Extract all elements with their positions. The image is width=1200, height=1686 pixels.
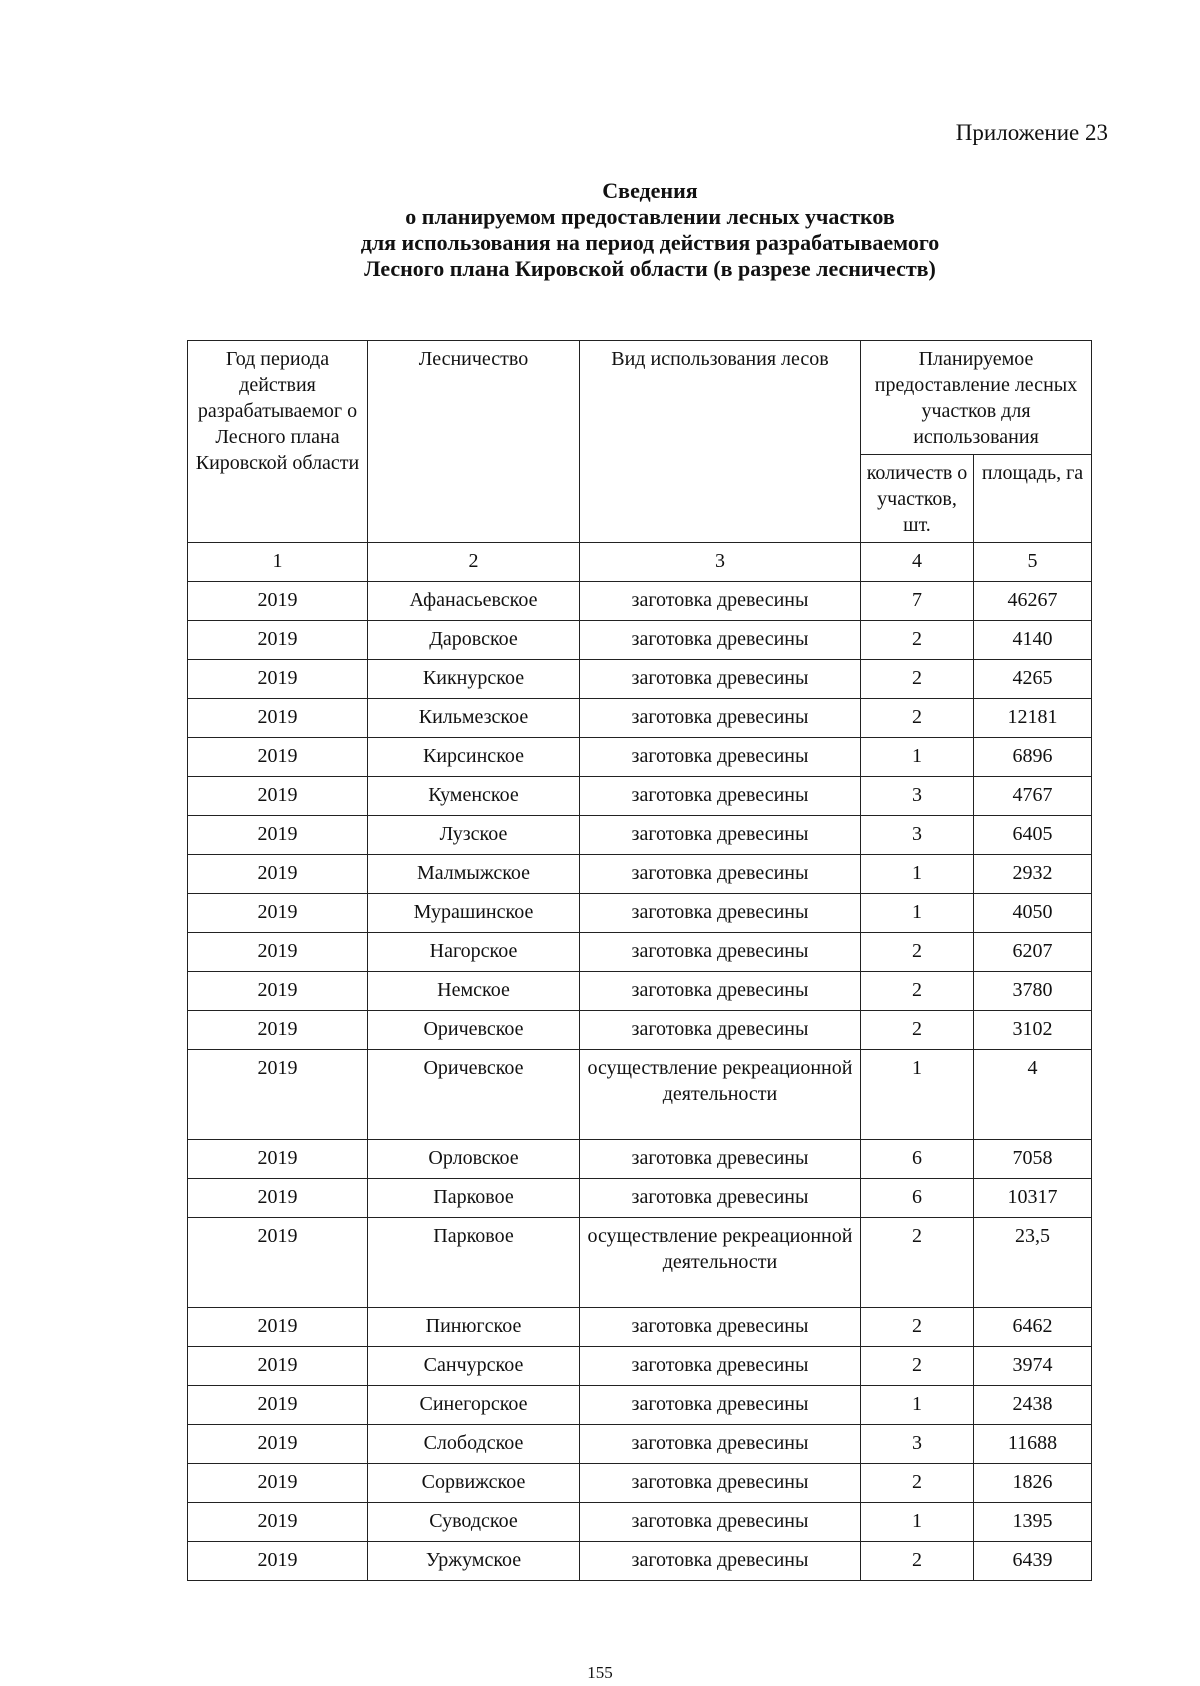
area-cell: 3974 <box>974 1347 1092 1386</box>
table-row <box>188 699 1092 738</box>
usage-cell: заготовка древесины <box>580 1011 861 1050</box>
usage-cell: заготовка древесины <box>580 660 861 699</box>
year-cell: 2019 <box>188 1179 368 1218</box>
document-title <box>300 178 1000 282</box>
table-row <box>188 1308 1092 1347</box>
year-cell: 2019 <box>188 1011 368 1050</box>
usage-cell: заготовка древесины <box>580 855 861 894</box>
usage-cell: заготовка древесины <box>580 777 861 816</box>
usage-cell: заготовка древесины <box>580 738 861 777</box>
table-row <box>188 738 1092 777</box>
count-cell: 7 <box>861 582 974 621</box>
year-cell: 2019 <box>188 933 368 972</box>
forestry-cell: Нагорское <box>368 933 580 972</box>
year-cell: 2019 <box>188 738 368 777</box>
year-cell: 2019 <box>188 894 368 933</box>
year-cell: 2019 <box>188 1425 368 1464</box>
forestry-cell: Санчурское <box>368 1347 580 1386</box>
area-cell: 4140 <box>974 621 1092 660</box>
year-cell: 2019 <box>188 855 368 894</box>
usage-cell: осуществление рекреационной деятельности <box>580 1218 861 1308</box>
area-cell: 2932 <box>974 855 1092 894</box>
count-cell: 2 <box>861 1347 974 1386</box>
count-cell: 2 <box>861 1542 974 1581</box>
title-line: о планируемом предоставлении лесных участков <box>405 204 895 229</box>
year-cell: 2019 <box>188 699 368 738</box>
table-row <box>188 855 1092 894</box>
table-row <box>188 1464 1092 1503</box>
title-line: Сведения <box>602 178 698 203</box>
forestry-cell: Афанасьевское <box>368 582 580 621</box>
table-row <box>188 660 1092 699</box>
year-cell: 2019 <box>188 1308 368 1347</box>
table-row <box>188 1050 1092 1140</box>
header-area: площадь, га <box>974 455 1092 543</box>
column-number: 5 <box>974 543 1092 582</box>
year-cell: 2019 <box>188 621 368 660</box>
forestry-cell: Пинюгское <box>368 1308 580 1347</box>
year-cell: 2019 <box>188 1347 368 1386</box>
usage-cell: заготовка древесины <box>580 582 861 621</box>
count-cell: 2 <box>861 1308 974 1347</box>
area-cell: 4 <box>974 1050 1092 1140</box>
area-cell: 4767 <box>974 777 1092 816</box>
usage-cell: заготовка древесины <box>580 1425 861 1464</box>
table-row <box>188 1425 1092 1464</box>
count-cell: 1 <box>861 1050 974 1140</box>
table-row <box>188 816 1092 855</box>
usage-cell: заготовка древесины <box>580 621 861 660</box>
usage-cell: заготовка древесины <box>580 933 861 972</box>
forestry-cell: Кильмезское <box>368 699 580 738</box>
usage-cell: заготовка древесины <box>580 894 861 933</box>
year-cell: 2019 <box>188 1218 368 1308</box>
forestry-cell: Орловское <box>368 1140 580 1179</box>
table-row <box>188 1386 1092 1425</box>
count-cell: 2 <box>861 1011 974 1050</box>
usage-cell: заготовка древесины <box>580 699 861 738</box>
forestry-cell: Слободское <box>368 1425 580 1464</box>
forestry-cell: Кирсинское <box>368 738 580 777</box>
count-cell: 2 <box>861 660 974 699</box>
table-row <box>188 777 1092 816</box>
area-cell: 3780 <box>974 972 1092 1011</box>
column-numbers-row <box>188 543 1092 582</box>
page-number: 155 <box>587 1663 613 1682</box>
usage-cell: заготовка древесины <box>580 1179 861 1218</box>
year-cell: 2019 <box>188 1503 368 1542</box>
count-cell: 2 <box>861 1464 974 1503</box>
count-cell: 1 <box>861 1503 974 1542</box>
count-cell: 3 <box>861 816 974 855</box>
forestry-cell: Лузское <box>368 816 580 855</box>
area-cell: 6439 <box>974 1542 1092 1581</box>
column-number: 2 <box>368 543 580 582</box>
forestry-cell: Парковое <box>368 1179 580 1218</box>
count-cell: 2 <box>861 1218 974 1308</box>
usage-cell: заготовка древесины <box>580 1308 861 1347</box>
column-number: 1 <box>188 543 368 582</box>
forestry-cell: Немское <box>368 972 580 1011</box>
forestry-cell: Парковое <box>368 1218 580 1308</box>
usage-cell: заготовка древесины <box>580 1347 861 1386</box>
area-cell: 4265 <box>974 660 1092 699</box>
count-cell: 1 <box>861 738 974 777</box>
area-cell: 6405 <box>974 816 1092 855</box>
forestry-cell: Малмыжское <box>368 855 580 894</box>
table-row <box>188 933 1092 972</box>
count-cell: 3 <box>861 777 974 816</box>
forestry-cell: Куменское <box>368 777 580 816</box>
header-planned: Планируемое предоставление лесных участков для использования <box>861 341 1092 455</box>
table-row <box>188 894 1092 933</box>
table-row <box>188 1347 1092 1386</box>
area-cell: 46267 <box>974 582 1092 621</box>
appendix-label: Приложение 23 <box>955 120 1108 145</box>
area-cell: 2438 <box>974 1386 1092 1425</box>
usage-cell: заготовка древесины <box>580 972 861 1011</box>
year-cell: 2019 <box>188 1464 368 1503</box>
column-number: 4 <box>861 543 974 582</box>
forest-plots-table <box>187 340 1092 1581</box>
forestry-cell: Оричевское <box>368 1050 580 1140</box>
area-cell: 12181 <box>974 699 1092 738</box>
area-cell: 4050 <box>974 894 1092 933</box>
area-cell: 7058 <box>974 1140 1092 1179</box>
forestry-cell: Уржумское <box>368 1542 580 1581</box>
forestry-cell: Суводское <box>368 1503 580 1542</box>
table-row <box>188 1542 1092 1581</box>
usage-cell: заготовка древесины <box>580 816 861 855</box>
year-cell: 2019 <box>188 1050 368 1140</box>
year-cell: 2019 <box>188 582 368 621</box>
header-year: Год периода действия разрабатываемог о Лесного плана Кировской области <box>188 341 368 543</box>
count-cell: 2 <box>861 972 974 1011</box>
area-cell: 10317 <box>974 1179 1092 1218</box>
header-forestry: Лесничество <box>368 341 580 543</box>
header-count: количеств о участков, шт. <box>861 455 974 543</box>
count-cell: 3 <box>861 1425 974 1464</box>
area-cell: 23,5 <box>974 1218 1092 1308</box>
table-row <box>188 621 1092 660</box>
area-cell: 11688 <box>974 1425 1092 1464</box>
count-cell: 2 <box>861 621 974 660</box>
area-cell: 6207 <box>974 933 1092 972</box>
forestry-cell: Мурашинское <box>368 894 580 933</box>
count-cell: 1 <box>861 855 974 894</box>
forestry-cell: Даровское <box>368 621 580 660</box>
table-row <box>188 1218 1092 1308</box>
count-cell: 6 <box>861 1179 974 1218</box>
table-row <box>188 1011 1092 1050</box>
forestry-cell: Оричевское <box>368 1011 580 1050</box>
area-cell: 6896 <box>974 738 1092 777</box>
year-cell: 2019 <box>188 1140 368 1179</box>
year-cell: 2019 <box>188 816 368 855</box>
count-cell: 6 <box>861 1140 974 1179</box>
column-number: 3 <box>580 543 861 582</box>
usage-cell: заготовка древесины <box>580 1140 861 1179</box>
area-cell: 3102 <box>974 1011 1092 1050</box>
usage-cell: заготовка древесины <box>580 1542 861 1581</box>
count-cell: 2 <box>861 699 974 738</box>
forestry-cell: Кикнурское <box>368 660 580 699</box>
forestry-cell: Сорвижское <box>368 1464 580 1503</box>
count-cell: 2 <box>861 933 974 972</box>
table-row <box>188 1503 1092 1542</box>
usage-cell: заготовка древесины <box>580 1386 861 1425</box>
year-cell: 2019 <box>188 777 368 816</box>
header-usage: Вид использования лесов <box>580 341 861 543</box>
title-line: Лесного плана Кировской области (в разрезе лесничеств) <box>364 256 936 281</box>
year-cell: 2019 <box>188 660 368 699</box>
usage-cell: осуществление рекреационной деятельности <box>580 1050 861 1140</box>
area-cell: 6462 <box>974 1308 1092 1347</box>
year-cell: 2019 <box>188 1386 368 1425</box>
area-cell: 1826 <box>974 1464 1092 1503</box>
area-cell: 1395 <box>974 1503 1092 1542</box>
title-line: для использования на период действия разрабатываемого <box>360 230 940 255</box>
forestry-cell: Синегорское <box>368 1386 580 1425</box>
table-row <box>188 1179 1092 1218</box>
usage-cell: заготовка древесины <box>580 1464 861 1503</box>
table-row <box>188 972 1092 1011</box>
table-row <box>188 1140 1092 1179</box>
table-row <box>188 582 1092 621</box>
year-cell: 2019 <box>188 972 368 1011</box>
year-cell: 2019 <box>188 1542 368 1581</box>
count-cell: 1 <box>861 894 974 933</box>
count-cell: 1 <box>861 1386 974 1425</box>
usage-cell: заготовка древесины <box>580 1503 861 1542</box>
